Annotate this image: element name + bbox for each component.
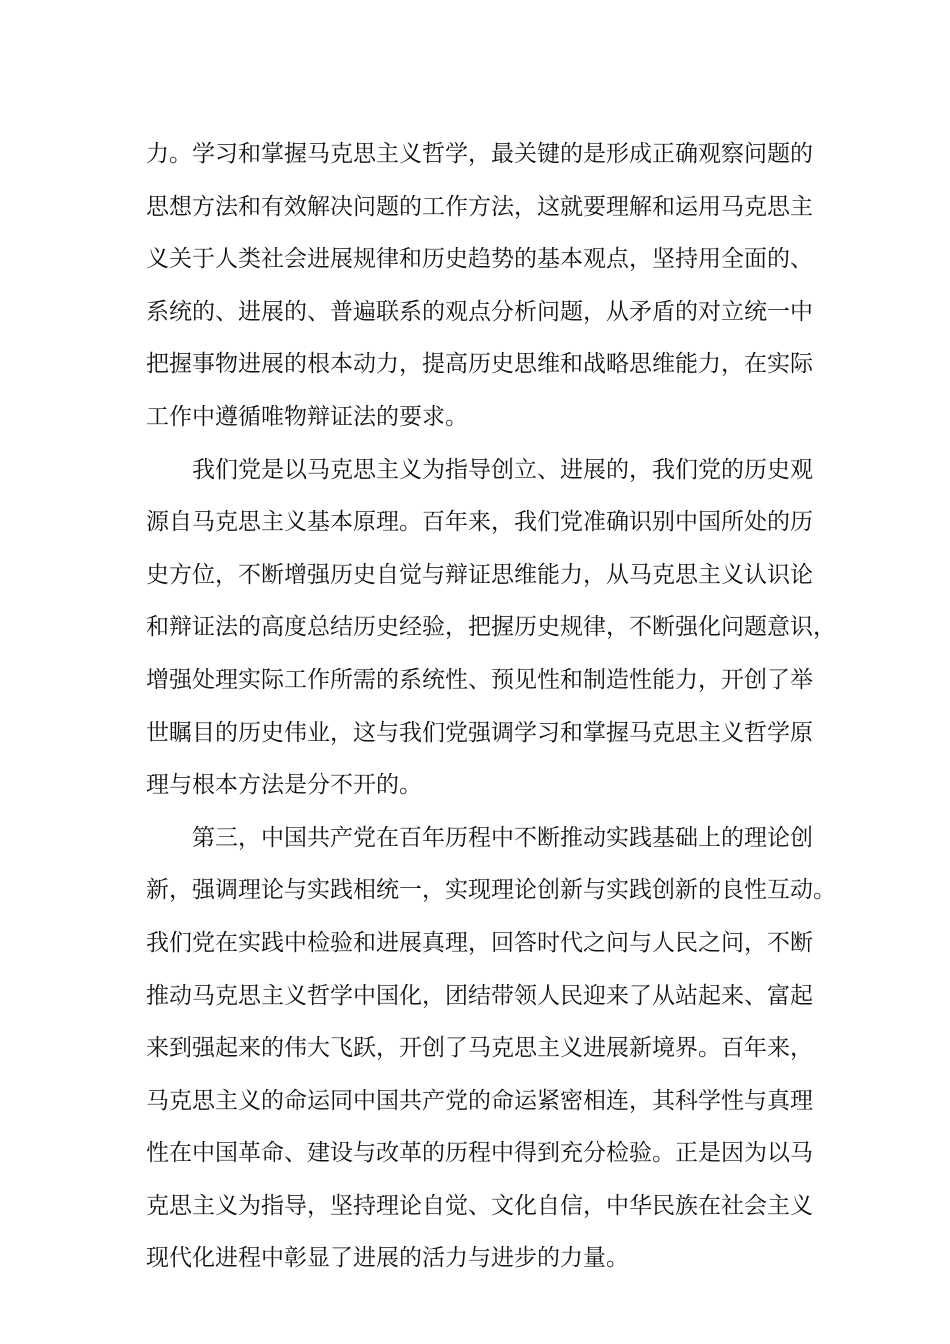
paragraph-first-line: 第三，中国共产党在百年历程中不断推动实践基础上的理论创 [192, 824, 813, 851]
text-line: 义关于人类社会进展规律和历史趋势的基本观点，坚持用全面的、 [146, 246, 813, 273]
text-line: 克思主义为指导，坚持理论自觉、文化自信，中华民族在社会主义 [146, 1192, 813, 1219]
paragraph-first-line: 我们党是以马克思主义为指导创立、进展的，我们党的历史观 [192, 456, 813, 483]
text-line: 理与根本方法是分不开的。 [146, 772, 422, 799]
text-line: 推动马克思主义哲学中国化，团结带领人民迎来了从站起来、富起 [146, 982, 813, 1009]
text-line: 力。学习和掌握马克思主义哲学，最关键的是形成正确观察问题的 [146, 141, 813, 167]
text-line: 系统的、进展的、普遍联系的观点分析问题，从矛盾的对立统一中 [146, 298, 813, 325]
text-line: 把握事物进展的根本动力，提高历史思维和战略思维能力，在实际 [146, 351, 813, 378]
text-line: 性在中国革命、建设与改革的历程中得到充分检验。正是因为以马 [146, 1140, 813, 1167]
text-line: 源自马克思主义基本原理。百年来，我们党准确识别中国所处的历 [146, 509, 813, 536]
text-line: 工作中遵循唯物辩证法的要求。 [146, 403, 468, 430]
text-line: 和辩证法的高度总结历史经验，把握历史规律，不断强化问题意识， [146, 614, 836, 641]
text-line: 史方位，不断增强历史自觉与辩证思维能力，从马克思主义认识论 [146, 561, 813, 588]
text-line: 思想方法和有效解决问题的工作方法，这就要理解和运用马克思主 [146, 193, 813, 220]
text-line: 增强处理实际工作所需的系统性、预见性和制造性能力，开创了举 [146, 666, 813, 693]
text-line: 来到强起来的伟大飞跃，开创了马克思主义进展新境界。百年来， [146, 1035, 813, 1062]
text-line: 世瞩目的历史伟业，这与我们党强调学习和掌握马克思主义哲学原 [146, 719, 813, 746]
document-body [146, 128, 836, 1285]
text-line: 新，强调理论与实践相统一，实现理论创新与实践创新的良性互动。 [146, 877, 836, 904]
text-line: 马克思主义的命运同中国共产党的命运紧密相连，其科学性与真理 [146, 1087, 813, 1114]
text-line: 我们党在实践中检验和进展真理，回答时代之问与人民之问，不断 [146, 929, 813, 956]
text-line: 现代化进程中彰显了进展的活力与进步的力量。 [146, 1245, 629, 1272]
